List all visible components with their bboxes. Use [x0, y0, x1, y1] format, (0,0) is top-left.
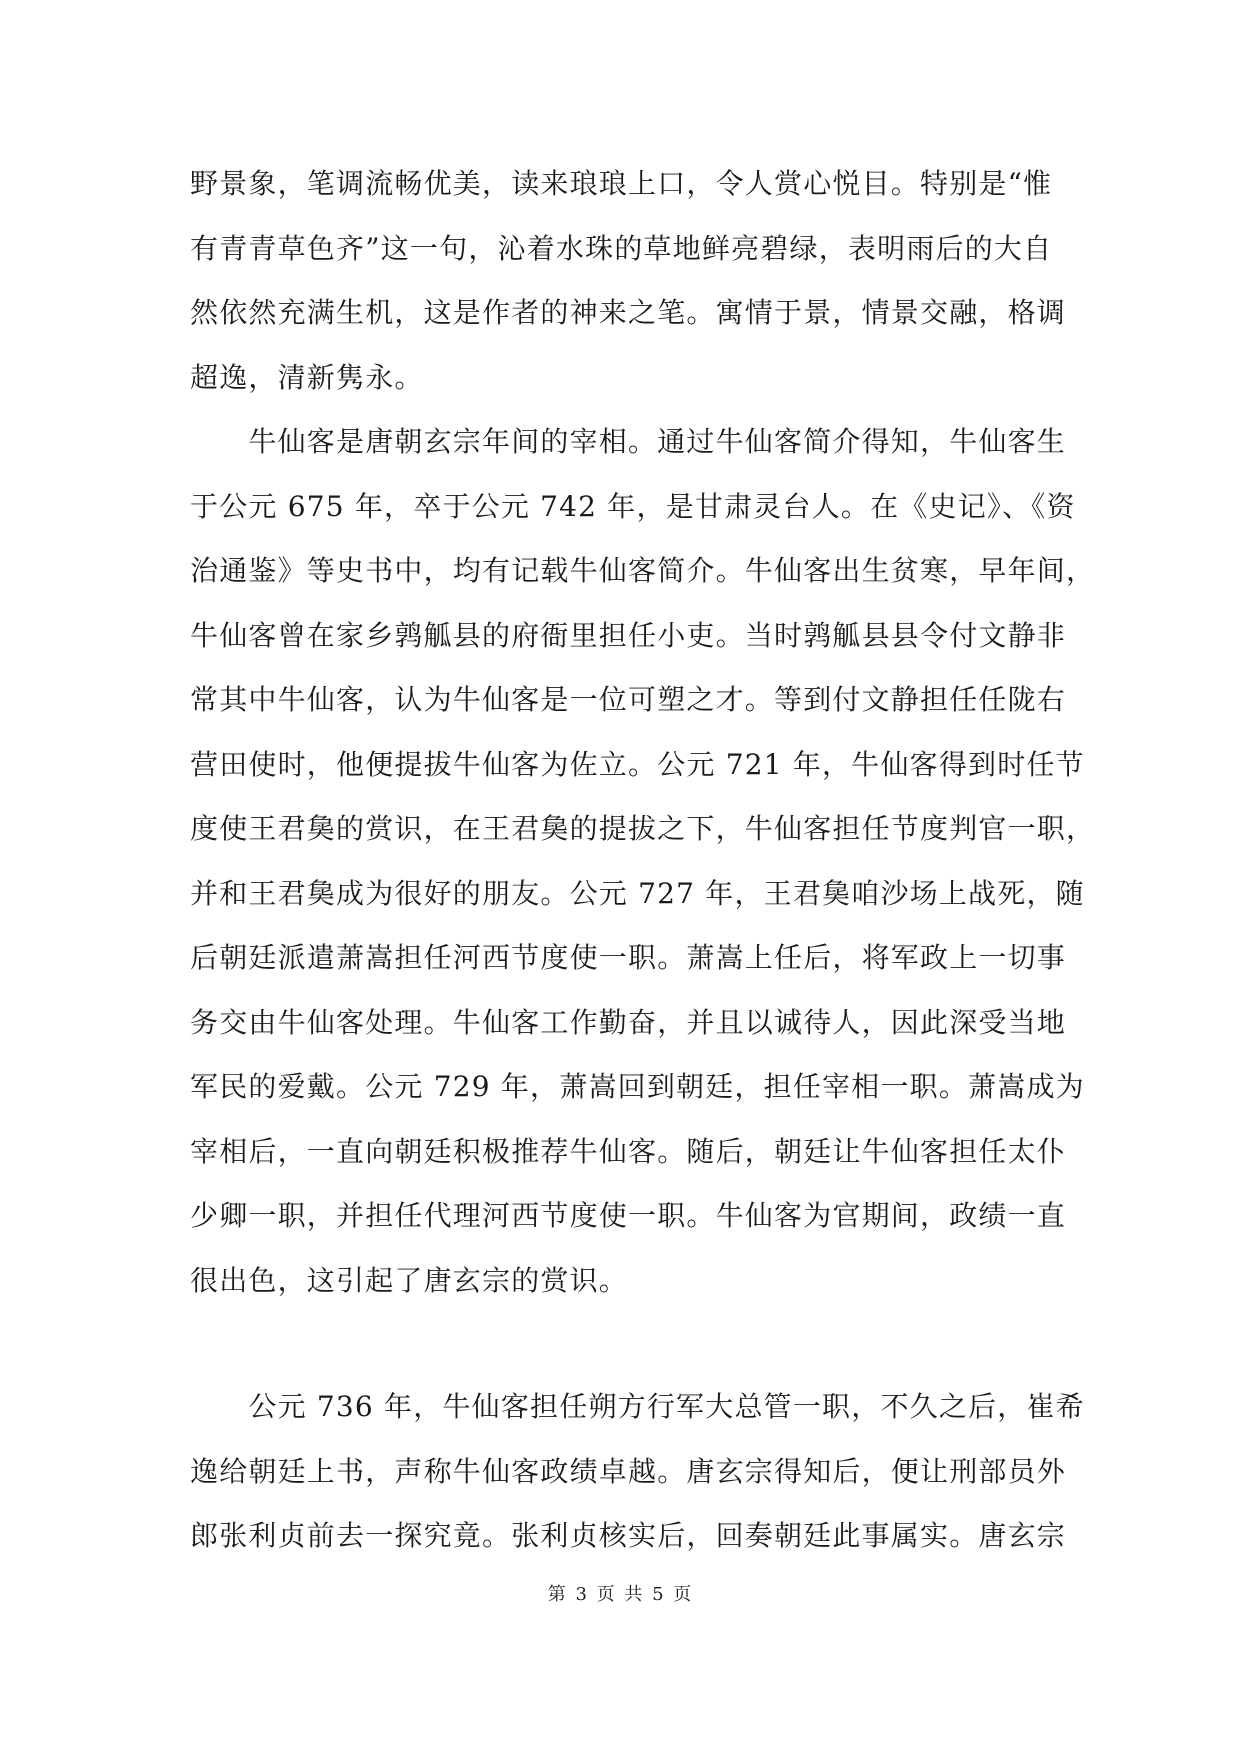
text-line: 野景象，笔调流畅优美，读来琅琅上口，令人赏心悦目。特别是“惟 [190, 167, 1053, 200]
text-line: 营田使时，他便提拔牛仙客为佐立。公元 721 年，牛仙客得到时任节 [190, 747, 1085, 781]
text-line: 于公元 675 年，卒于公元 742 年，是甘肃灵台人。在《史记》、《资 [190, 489, 1076, 523]
text-line: 超逸，清新隽永。 [190, 360, 424, 394]
text-line: 务交由牛仙客处理。牛仙客工作勤奋，并且以诚待人，因此深受当地 [190, 1005, 1067, 1039]
document-body [190, 152, 1096, 1569]
text-line: 牛仙客曾在家乡鹑觚县的府衙里担任小吏。当时鹑觚县县令付文静非 [190, 618, 1067, 652]
text-line: 治通鉴》等史书中，均有记载牛仙客简介。牛仙客出生贫寒，早年间， [190, 554, 1096, 587]
text-line: 军民的爱戴。公元 729 年，萧嵩回到朝廷，担任宰相一职。萧嵩成为 [190, 1070, 1085, 1103]
page-footer: 第 3 页 共 5 页 [547, 1584, 694, 1605]
text-line: 少卿一职，并担任代理河西节度使一职。牛仙客为官期间，政绩一直 [190, 1199, 1067, 1232]
paragraph-gap [190, 1313, 1050, 1375]
text-line: 有青青草色齐”这一句，沁着水珠的草地鲜亮碧绿，表明雨后的大自 [190, 231, 1053, 265]
text-line: 很出色，这引起了唐玄宗的赏识。 [190, 1263, 629, 1297]
text-line: 度使王君㚟的赏识，在王君㚟的提拔之下，牛仙客担任节度判官一职， [190, 812, 1096, 845]
text-line: 后朝廷派遣萧嵩担任河西节度使一职。萧嵩上任后，将军政上一切事 [190, 941, 1067, 974]
text-line: 并和王君㚟成为很好的朋友。公元 727 年，王君㚟咱沙场上战死，随 [190, 876, 1085, 910]
text-line: 常其中牛仙客，认为牛仙客是一位可塑之才。等到付文静担任任陇右 [190, 683, 1067, 716]
text-line: 逸给朝廷上书，声称牛仙客政绩卓越。唐玄宗得知后，便让刑部员外 [190, 1454, 1067, 1488]
text-line: 郎张利贞前去一探究竟。张利贞核实后，回奏朝廷此事属实。唐玄宗 [190, 1519, 1067, 1552]
text-line: 公元 736 年，牛仙客担任朔方行军大总管一职，不久之后，崔希 [190, 1390, 1085, 1423]
text-line: 然依然充满生机，这是作者的神来之笔。寓情于景，情景交融，格调 [190, 296, 1067, 329]
paragraph-1 [190, 152, 1067, 410]
paragraph-3 [190, 1375, 1085, 1569]
paragraph-2 [190, 410, 1096, 1313]
text-line: 牛仙客是唐朝玄宗年间的宰相。通过牛仙客简介得知，牛仙客生 [190, 425, 1067, 458]
text-line: 宰相后，一直向朝廷积极推荐牛仙客。随后，朝廷让牛仙客担任太仆 [190, 1134, 1067, 1168]
